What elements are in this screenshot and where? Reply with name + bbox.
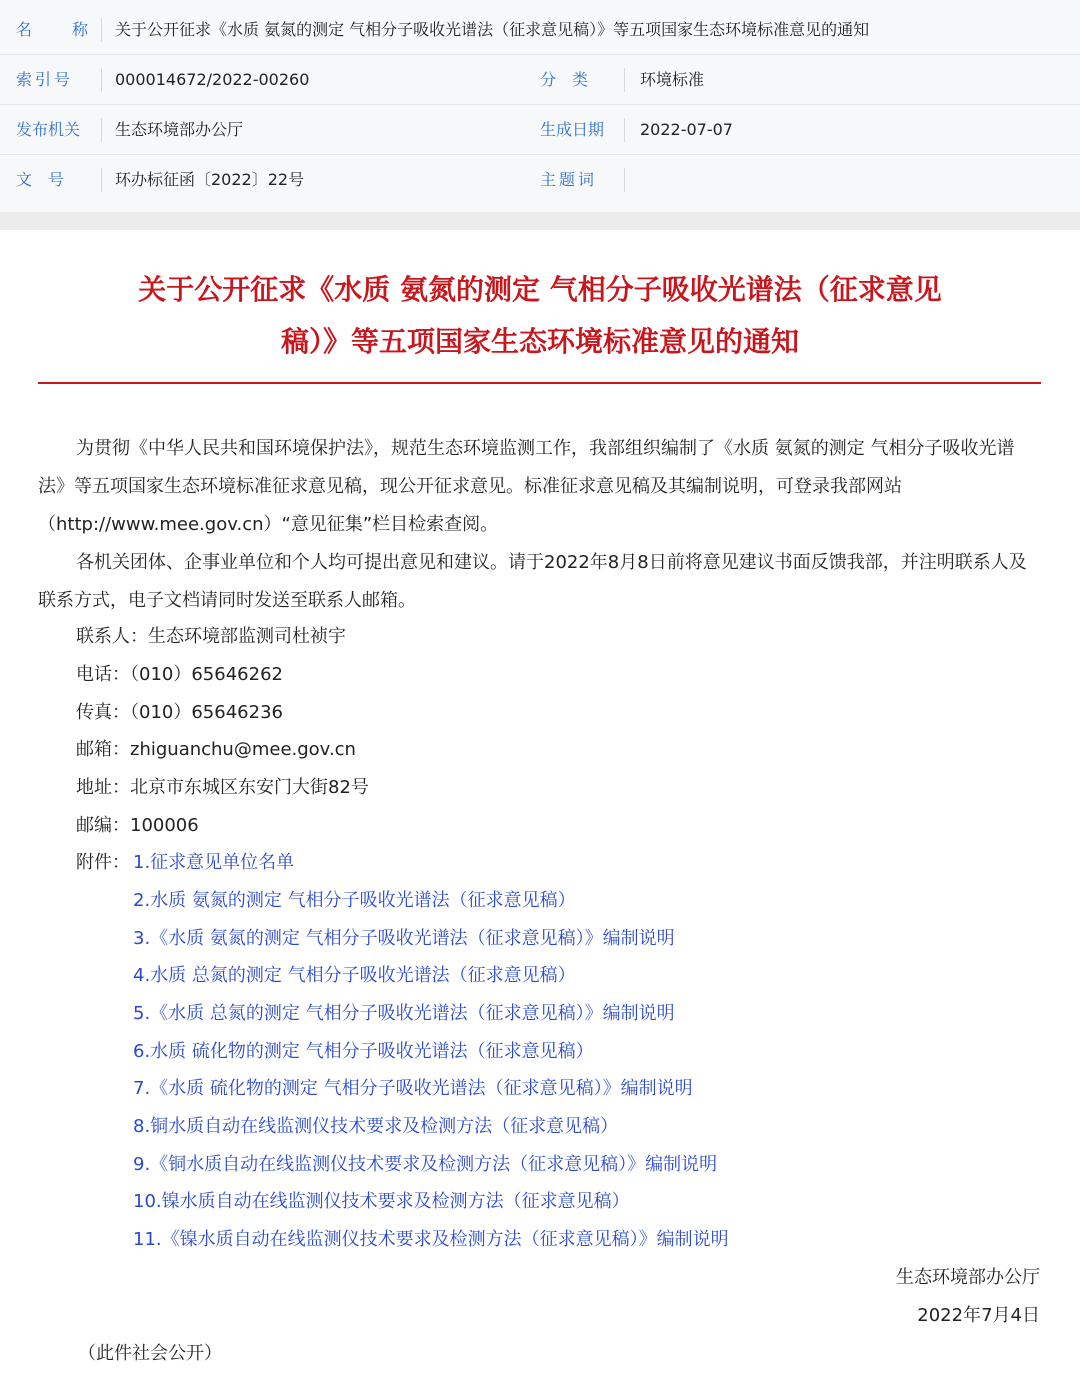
meta-divider [101, 118, 102, 142]
meta-row-docno [0, 155, 1080, 204]
attachment-link-3[interactable]: 3.《水质 氨氮的测定 气相分子吸收光谱法（征求意见稿）》编制说明 [133, 928, 675, 949]
contact-phone: 电话：（010）65646262 [76, 664, 283, 685]
attachment-link-6[interactable]: 6.水质 硫化物的测定 气相分子吸收光谱法（征求意见稿） [133, 1041, 594, 1062]
paragraph-request: 各机关团体、企事业单位和个人均可提出意见和建议。请于2022年8月8日前将意见建议书面反馈我部，并注明联系人及联系方式，电子文档请同时发送至联系人邮箱。 [38, 552, 1027, 611]
article-title-line-1: 关于公开征求《水质 氨氮的测定 气相分子吸收光谱法（征求意见 [138, 273, 942, 306]
title-divider [38, 382, 1041, 384]
meta-divider [624, 118, 625, 142]
meta-row-index [0, 55, 1080, 105]
article-title [40, 264, 1040, 368]
meta-index-value: 000014672/2022-00260 [115, 70, 310, 89]
attachment-link-10[interactable]: 10.镍水质自动在线监测仪技术要求及检测方法（征求意见稿） [133, 1191, 630, 1212]
article-title-line-2: 稿）》等五项国家生态环境标准意见的通知 [280, 325, 799, 358]
contact-address: 地址：北京市东城区东安门大街82号 [76, 777, 369, 798]
meta-row-issuer [0, 105, 1080, 155]
contact-person: 联系人：生态环境部监测司杜祯宇 [76, 626, 346, 647]
metadata-panel [0, 0, 1080, 230]
meta-issuer-value: 生态环境部办公厅 [115, 120, 244, 139]
attachments-label: 附件： [76, 852, 130, 873]
meta-name-label: 名 称 [16, 20, 88, 39]
contact-fax: 传真：（010）65646236 [76, 702, 283, 723]
attachment-link-5[interactable]: 5.《水质 总氮的测定 气相分子吸收光谱法（征求意见稿）》编制说明 [133, 1003, 675, 1024]
meta-divider [101, 168, 102, 192]
meta-divider [624, 68, 625, 92]
meta-docno-value: 环办标征函〔2022〕22号 [115, 170, 305, 189]
attachment-link-1[interactable]: 1.征求意见单位名单 [133, 852, 295, 873]
meta-category-label: 分 类 [540, 70, 589, 89]
meta-issuer-label: 发布机关 [16, 120, 81, 139]
attachment-link-9[interactable]: 9.《铜水质自动在线监测仪技术要求及检测方法（征求意见稿）》编制说明 [133, 1154, 718, 1175]
meta-date-label: 生成日期 [540, 120, 605, 139]
meta-keyword-label: 主题词 [540, 170, 598, 189]
meta-name-value: 关于公开征求《水质 氨氮的测定 气相分子吸收光谱法（征求意见稿）》等五项国家生态环境标准意见的通知 [115, 20, 870, 39]
attachment-link-4[interactable]: 4.水质 总氮的测定 气相分子吸收光谱法（征求意见稿） [133, 965, 576, 986]
meta-divider [624, 168, 625, 192]
paragraph-intro: 为贯彻《中华人民共和国环境保护法》，规范生态环境监测工作，我部组织编制了《水质 氨氮的测定 气相分子吸收光谱法》等五项国家生态环境标准征求意见稿，现公开征求意见。标准征求意见稿及其编制说明，可登录我部网站（http://www.mee.gov.cn）“意见征集”栏目检索查阅。 [38, 438, 1015, 535]
meta-index-label: 索引号 [16, 70, 74, 89]
contact-email: 邮箱：zhiguanchu@mee.gov.cn [76, 739, 356, 760]
contact-postcode: 邮编：100006 [76, 815, 199, 836]
attachment-link-8[interactable]: 8.铜水质自动在线监测仪技术要求及检测方法（征求意见稿） [133, 1116, 619, 1137]
signature-date: 2022年7月4日 [917, 1305, 1040, 1326]
attachment-link-11[interactable]: 11.《镍水质自动在线监测仪技术要求及检测方法（征求意见稿）》编制说明 [133, 1229, 729, 1250]
meta-row-name [0, 5, 1080, 55]
meta-divider [101, 18, 102, 42]
meta-divider [101, 68, 102, 92]
article-body [38, 430, 1038, 620]
meta-docno-label: 文 号 [16, 170, 65, 189]
meta-date-value: 2022-07-07 [640, 120, 733, 139]
attachment-link-2[interactable]: 2.水质 氨氮的测定 气相分子吸收光谱法（征求意见稿） [133, 890, 576, 911]
signature-org: 生态环境部办公厅 [896, 1267, 1040, 1288]
meta-category-value: 环境标准 [640, 70, 705, 89]
attachment-link-7[interactable]: 7.《水质 硫化物的测定 气相分子吸收光谱法（征求意见稿）》编制说明 [133, 1078, 693, 1099]
public-note: （此件社会公开） [78, 1343, 222, 1364]
